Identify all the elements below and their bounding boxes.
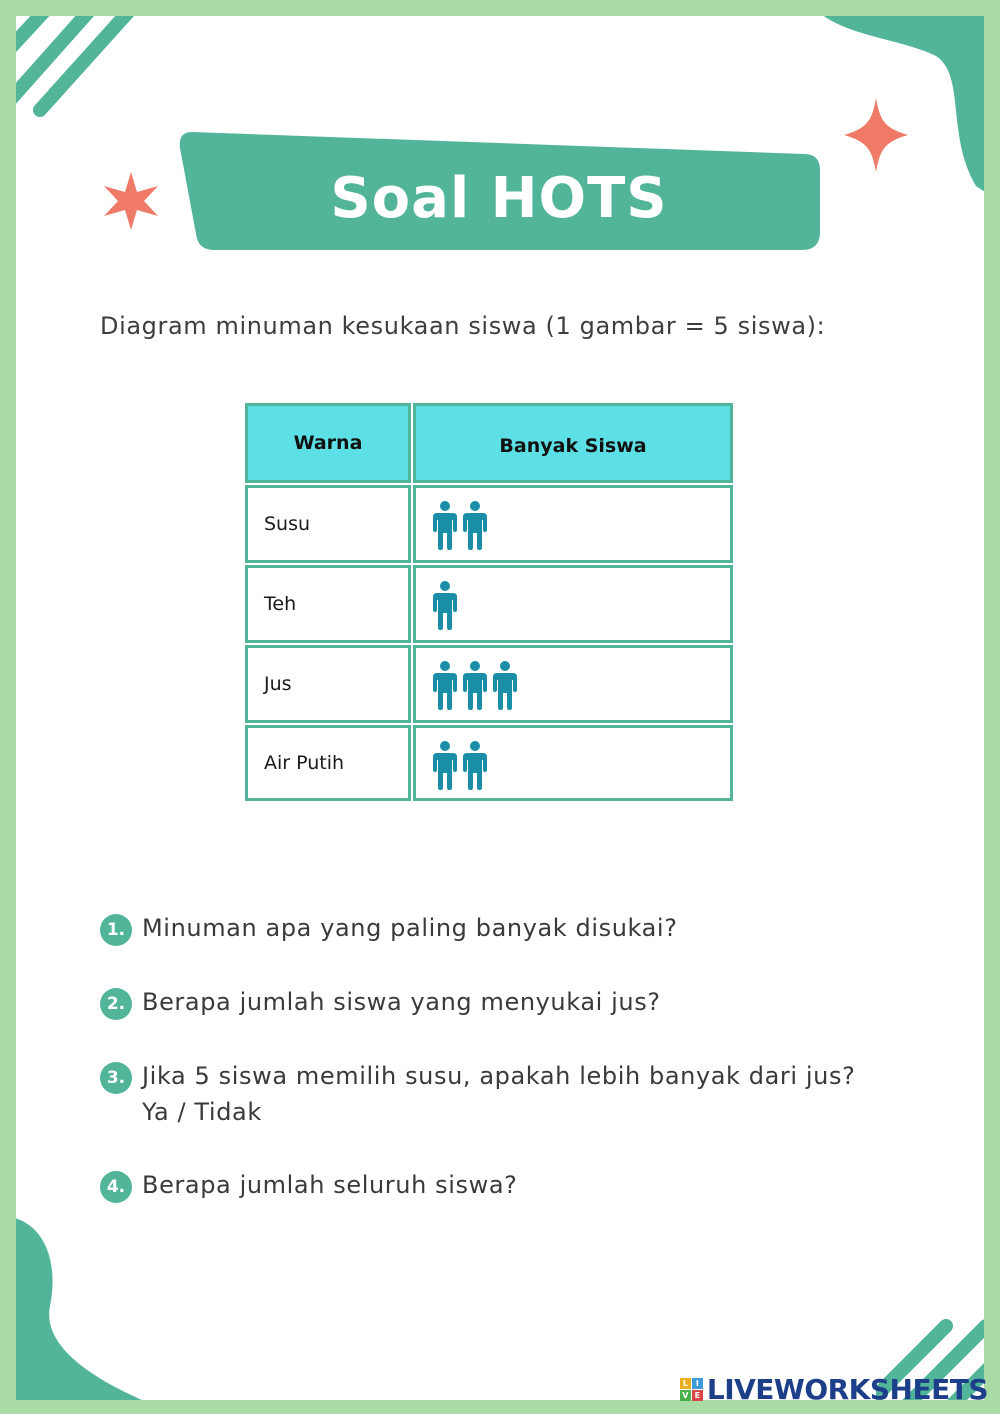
table-row-label-cell	[245, 645, 411, 723]
table-row-icons-cell	[413, 485, 733, 563]
pictogram-group	[432, 580, 458, 630]
person-icon	[432, 660, 458, 710]
person-icon	[492, 660, 518, 710]
logo-letter: L	[680, 1378, 691, 1389]
question-number-badge: 1.	[100, 914, 132, 946]
question-number-badge: 3.	[100, 1062, 132, 1094]
row-label: Jus	[264, 673, 292, 695]
header-cell-warna	[245, 403, 411, 483]
question-text: Minuman apa yang paling banyak disukai?	[142, 914, 678, 942]
pictogram-group	[432, 740, 488, 790]
row-label: Teh	[264, 593, 297, 615]
sparkle-star-decoration	[844, 98, 908, 172]
flower-star-decoration	[100, 170, 162, 232]
column-header: Warna	[293, 432, 363, 454]
question-text: Berapa jumlah seluruh siswa?	[142, 1171, 518, 1199]
table-row-label-cell	[245, 485, 411, 563]
person-icon	[462, 660, 488, 710]
logo-letter: I	[692, 1378, 703, 1389]
bottom-left-blob-decoration	[16, 1196, 230, 1400]
row-label: Susu	[264, 513, 311, 535]
pictogram-group	[432, 660, 518, 710]
table-row-label-cell	[245, 725, 411, 801]
question-text: Jika 5 siswa memilih susu, apakah lebih banyak dari jus?	[142, 1062, 856, 1090]
logo-letter: E	[692, 1390, 703, 1401]
column-header: Banyak Siswa	[499, 435, 647, 457]
liveworksheets-logo-icon	[680, 1378, 703, 1401]
person-icon	[462, 500, 488, 550]
table-row-icons-cell	[413, 645, 733, 723]
table-row-icons-cell	[413, 725, 733, 801]
person-icon	[432, 740, 458, 790]
table-row-icons-cell	[413, 565, 733, 643]
liveworksheets-brand	[680, 1373, 988, 1406]
header-cell-banyak-siswa	[413, 403, 733, 483]
logo-letter: V	[680, 1390, 691, 1401]
person-icon	[432, 580, 458, 630]
brand-name: LIVEWORKSHEETS	[706, 1373, 988, 1406]
table-row-label-cell	[245, 565, 411, 643]
row-label: Air Putih	[264, 752, 345, 774]
question-number-badge: 2.	[100, 988, 132, 1020]
intro-text: Diagram minuman kesukaan siswa (1 gambar = 5 siswa):	[100, 312, 826, 340]
question-number-badge: 4.	[100, 1171, 132, 1203]
person-icon	[462, 740, 488, 790]
page-title: Soal HOTS	[330, 165, 668, 231]
top-left-stripes-decoration	[16, 16, 160, 130]
question-text: Berapa jumlah siswa yang menyukai jus?	[142, 988, 661, 1016]
question-answer-options: Ya / Tidak	[142, 1098, 262, 1126]
pictogram-group	[432, 500, 488, 550]
person-icon	[432, 500, 458, 550]
